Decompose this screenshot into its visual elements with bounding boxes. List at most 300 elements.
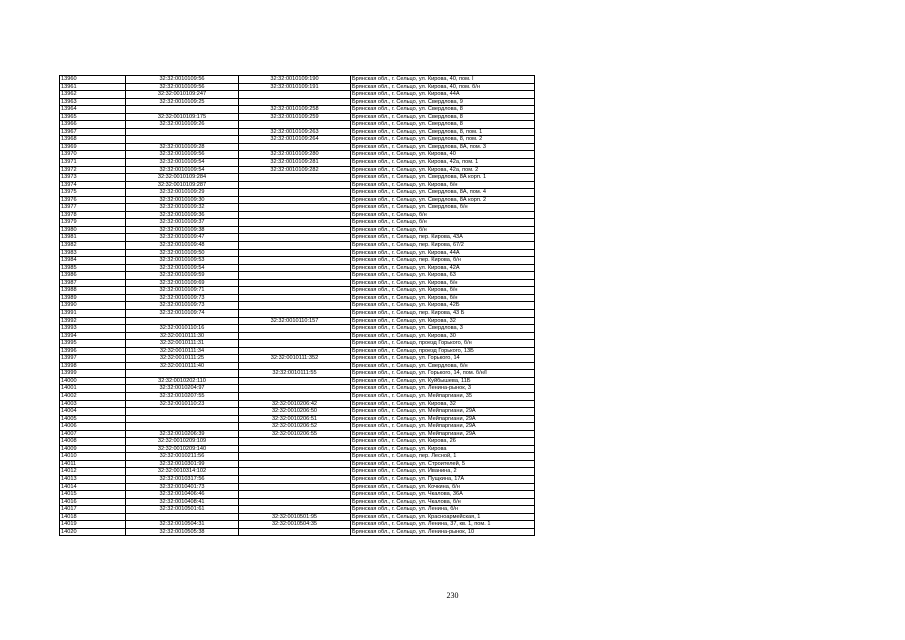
address-cell: Брянская обл., г. Сельцо, ул. Свердлова, 8А, пом. 4 [351,189,535,197]
parcel-number-cell: 32:32:0010109:54 [126,264,239,272]
object-number-cell [239,528,351,536]
parcel-number-cell: 32:32:0010109:287 [126,181,239,189]
parcel-number-cell [126,423,239,431]
page-number: 230 [446,591,459,600]
address-cell: Брянская обл., г. Сельцо, ул. Строителей, 5 [351,460,535,468]
row-number-cell: 13978 [60,211,126,219]
row-number-cell: 14015 [60,491,126,499]
address-cell: Брянская обл., г. Сельцо, ул. Мейпаргиани, 29А [351,408,535,416]
table-row [60,174,535,182]
object-number-cell: 32:32:0010206:55 [239,430,351,438]
row-number-cell: 14005 [60,415,126,423]
row-number-cell: 13999 [60,370,126,378]
object-number-cell: 32:32:0010206:51 [239,415,351,423]
address-cell: Брянская обл., г. Сельцо, ул. Кирова, 42а, пом. 2 [351,166,535,174]
table-row [60,513,535,521]
table-row [60,408,535,416]
object-number-cell [239,392,351,400]
row-number-cell: 13979 [60,219,126,227]
object-number-cell: 32:32:0010206:42 [239,400,351,408]
address-cell: Брянская обл., г. Сельцо, ул. Ленина, б/н [351,506,535,514]
table-row [60,159,535,167]
address-cell: Брянская обл., г. Сельцо, ул. Свердлова, 9 [351,98,535,106]
table-row [60,211,535,219]
object-number-cell [239,91,351,99]
parcel-number-cell: 32:32:0010109:59 [126,272,239,280]
address-cell: Брянская обл., г. Сельцо, ул. Чкалова, 36А [351,491,535,499]
table-row [60,181,535,189]
row-number-cell: 13976 [60,196,126,204]
table-row [60,340,535,348]
object-number-cell: 32:32:0010109:263 [239,128,351,136]
address-cell: Брянская обл., г. Сельцо, ул. Кочкина, б/н [351,483,535,491]
table-row [60,249,535,257]
table-row [60,204,535,212]
table-row [60,234,535,242]
table-row [60,302,535,310]
row-number-cell: 13984 [60,257,126,265]
parcel-number-cell: 32:32:0010301:99 [126,460,239,468]
address-cell: Брянская обл., г. Сельцо, ул. Горького, 14, пом. б/н/I [351,370,535,378]
row-number-cell: 13985 [60,264,126,272]
table-row [60,377,535,385]
object-number-cell [239,121,351,129]
parcel-number-cell: 32:32:0010109:54 [126,166,239,174]
address-cell: Брянская обл., г. Сельцо, ул. Свердлова, 8, пом. 1 [351,128,535,136]
cadastral-register-table [59,75,535,536]
row-number-cell: 13997 [60,355,126,363]
address-cell: Брянская обл., г. Сельцо, пер. Кирова, 67/2 [351,242,535,250]
object-number-cell [239,219,351,227]
parcel-number-cell [126,317,239,325]
object-number-cell [239,174,351,182]
table-row [60,460,535,468]
parcel-number-cell: 32:32:0010111:25 [126,355,239,363]
table-row [60,438,535,446]
parcel-number-cell [126,370,239,378]
object-number-cell: 32:32:0010504:35 [239,521,351,529]
parcel-number-cell: 32:32:0010501:61 [126,506,239,514]
table-row [60,91,535,99]
parcel-number-cell: 32:32:0010207:55 [126,392,239,400]
table-row [60,415,535,423]
parcel-number-cell: 32:32:0010109:74 [126,309,239,317]
object-number-cell [239,491,351,499]
object-number-cell [239,460,351,468]
parcel-number-cell: 32:32:0010314:102 [126,468,239,476]
address-cell: Брянская обл., г. Сельцо, ул. Свердлова, 8А корп. 1 [351,174,535,182]
row-number-cell: 13970 [60,151,126,159]
table-row [60,506,535,514]
table-row [60,98,535,106]
table-row [60,521,535,529]
table-row [60,106,535,114]
address-cell: Брянская обл., г. Сельцо, ул. Кирова, 26 [351,438,535,446]
table-row [60,392,535,400]
row-number-cell: 14011 [60,460,126,468]
table-row [60,468,535,476]
table-row [60,264,535,272]
table-body [60,76,535,536]
address-cell: Брянская обл., г. Сельцо, ул. Кирова, 44А [351,91,535,99]
object-number-cell [239,249,351,257]
table-row [60,279,535,287]
object-number-cell [239,242,351,250]
object-number-cell: 32:32:0010206:52 [239,423,351,431]
row-number-cell: 14010 [60,453,126,461]
row-number-cell: 14012 [60,468,126,476]
parcel-number-cell: 32:32:0010209:140 [126,445,239,453]
row-number-cell: 13982 [60,242,126,250]
row-number-cell: 13963 [60,98,126,106]
object-number-cell [239,226,351,234]
row-number-cell: 14006 [60,423,126,431]
parcel-number-cell: 32:32:0010209:109 [126,438,239,446]
parcel-number-cell: 32:32:0010317:56 [126,475,239,483]
table-row [60,151,535,159]
parcel-number-cell: 32:32:0010109:54 [126,159,239,167]
row-number-cell: 14009 [60,445,126,453]
table-row [60,76,535,84]
row-number-cell: 13987 [60,279,126,287]
object-number-cell [239,340,351,348]
address-cell: Брянская обл., г. Сельцо, ул. Чкалова, б/н [351,498,535,506]
address-cell: Брянская обл., г. Сельцо, ул. Кирова, 32 [351,400,535,408]
address-cell: Брянская обл., г. Сельцо, ул. Кирова, 40 [351,151,535,159]
address-cell: Брянская обл., г. Сельцо, ул. Кирова, б/н [351,279,535,287]
table-row [60,196,535,204]
table-row [60,498,535,506]
object-number-cell: 32:32:0010110:157 [239,317,351,325]
row-number-cell: 13971 [60,159,126,167]
table-row [60,143,535,151]
object-number-cell [239,264,351,272]
table-row [60,528,535,536]
object-number-cell [239,257,351,265]
register-sheet [59,75,535,536]
parcel-number-cell [126,408,239,416]
parcel-number-cell [126,415,239,423]
address-cell: Брянская обл., г. Сельцо, ул. Свердлова, 8 [351,113,535,121]
object-number-cell [239,272,351,280]
table-row [60,226,535,234]
object-number-cell [239,506,351,514]
object-number-cell [239,143,351,151]
address-cell: Брянская обл., г. Сельцо, ул. Мейпаргиани, 29А [351,415,535,423]
object-number-cell: 32:32:0010206:50 [239,408,351,416]
address-cell: Брянская обл., г. Сельцо, ул. Свердлова, 3 [351,325,535,333]
parcel-number-cell: 32:32:0010109:36 [126,211,239,219]
row-number-cell: 13961 [60,83,126,91]
object-number-cell [239,309,351,317]
object-number-cell [239,98,351,106]
address-cell: Брянская обл., г. Сельцо, ул. Свердлова, 8А корп. 2 [351,196,535,204]
table-row [60,257,535,265]
object-number-cell: 32:32:0010109:280 [239,151,351,159]
parcel-number-cell: 32:32:0010109:53 [126,257,239,265]
object-number-cell [239,468,351,476]
table-row [60,128,535,136]
parcel-number-cell: 32:32:0010504:31 [126,521,239,529]
parcel-number-cell: 32:32:0010109:73 [126,302,239,310]
table-row [60,317,535,325]
object-number-cell [239,332,351,340]
table-row [60,491,535,499]
address-cell: Брянская обл., г. Сельцо, проезд Горького, 13Б [351,347,535,355]
row-number-cell: 13990 [60,302,126,310]
parcel-number-cell: 32:32:0010109:30 [126,196,239,204]
row-number-cell: 13994 [60,332,126,340]
object-number-cell [239,445,351,453]
table-row [60,294,535,302]
object-number-cell [239,294,351,302]
row-number-cell: 13972 [60,166,126,174]
object-number-cell: 32:32:0010109:281 [239,159,351,167]
parcel-number-cell: 32:32:0010109:284 [126,174,239,182]
parcel-number-cell: 32:32:0010202:110 [126,377,239,385]
table-row [60,430,535,438]
parcel-number-cell: 32:32:0010109:28 [126,143,239,151]
parcel-number-cell: 32:32:0010406:46 [126,491,239,499]
row-number-cell: 13977 [60,204,126,212]
object-number-cell [239,204,351,212]
address-cell: Брянская обл., г. Сельцо, ул. Мейпаргиани, 29А [351,430,535,438]
row-number-cell: 13986 [60,272,126,280]
object-number-cell [239,438,351,446]
row-number-cell: 13981 [60,234,126,242]
table-row [60,355,535,363]
object-number-cell [239,377,351,385]
address-cell: Брянская обл., г. Сельцо, ул. Свердлова, 8А, пом. 3 [351,143,535,151]
address-cell: Брянская обл., г. Сельцо, б/н [351,226,535,234]
table-row [60,309,535,317]
object-number-cell [239,325,351,333]
object-number-cell [239,181,351,189]
object-number-cell [239,279,351,287]
row-number-cell: 13968 [60,136,126,144]
row-number-cell: 13962 [60,91,126,99]
row-number-cell: 14016 [60,498,126,506]
row-number-cell: 13989 [60,294,126,302]
row-number-cell: 13967 [60,128,126,136]
parcel-number-cell: 32:32:0010109:71 [126,287,239,295]
address-cell: Брянская обл., г. Сельцо, ул. Кирова, 40, пом. б/н [351,83,535,91]
address-cell: Брянская обл., г. Сельцо, пер. Кирова, б/н [351,257,535,265]
row-number-cell: 13993 [60,325,126,333]
address-cell: Брянская обл., г. Сельцо, ул. Свердлова, б/н [351,362,535,370]
row-number-cell: 13998 [60,362,126,370]
object-number-cell [239,211,351,219]
address-cell: Брянская обл., г. Сельцо, ул. Кирова, 44А [351,249,535,257]
parcel-number-cell: 32:32:0010110:23 [126,400,239,408]
row-number-cell: 13964 [60,106,126,114]
address-cell: Брянская обл., г. Сельцо, ул. Свердлова, б/н [351,204,535,212]
row-number-cell: 13965 [60,113,126,121]
address-cell: Брянская обл., г. Сельцо, ул. Красноармейская, 1 [351,513,535,521]
object-number-cell [239,453,351,461]
parcel-number-cell [126,128,239,136]
object-number-cell: 32:32:0010111:352 [239,355,351,363]
table-row [60,362,535,370]
table-row [60,400,535,408]
object-number-cell [239,196,351,204]
table-row [60,483,535,491]
table-row [60,347,535,355]
row-number-cell: 14003 [60,400,126,408]
table-row [60,113,535,121]
parcel-number-cell: 32:32:0010109:29 [126,189,239,197]
row-number-cell: 13996 [60,347,126,355]
address-cell: Брянская обл., г. Сельцо, проезд Горького, б/н [351,340,535,348]
row-number-cell: 14017 [60,506,126,514]
table-row [60,385,535,393]
row-number-cell: 13995 [60,340,126,348]
row-number-cell: 13983 [60,249,126,257]
row-number-cell: 13975 [60,189,126,197]
object-number-cell: 32:32:0010109:264 [239,136,351,144]
address-cell: Брянская обл., г. Сельцо, ул. Свердлова, 8 [351,106,535,114]
object-number-cell [239,347,351,355]
table-row [60,453,535,461]
parcel-number-cell: 32:32:0010109:37 [126,219,239,227]
object-number-cell: 32:32:0010109:282 [239,166,351,174]
address-cell: Брянская обл., г. Сельцо, ул. Кирова, 32 [351,317,535,325]
parcel-number-cell: 32:32:0010109:69 [126,279,239,287]
row-number-cell: 13966 [60,121,126,129]
table-row [60,189,535,197]
row-number-cell: 14008 [60,438,126,446]
address-cell: Брянская обл., г. Сельцо, ул. Кирова, 30 [351,332,535,340]
address-cell: Брянская обл., г. Сельцо, б/н [351,219,535,227]
address-cell: Брянская обл., г. Сельцо, ул. Кирова, 40, пом. I [351,76,535,84]
parcel-number-cell [126,513,239,521]
parcel-number-cell [126,106,239,114]
address-cell: Брянская обл., г. Сельцо, ул. Кирова, б/н [351,294,535,302]
row-number-cell: 14020 [60,528,126,536]
parcel-number-cell: 32:32:0010109:32 [126,204,239,212]
row-number-cell: 13969 [60,143,126,151]
parcel-number-cell: 32:32:0010109:56 [126,76,239,84]
address-cell: Брянская обл., г. Сельцо, ул. Свердлова, 8 [351,121,535,129]
table-row [60,166,535,174]
object-number-cell [239,385,351,393]
parcel-number-cell: 32:32:0010206:39 [126,430,239,438]
parcel-number-cell: 32:32:0010111:34 [126,347,239,355]
parcel-number-cell: 32:32:0010111:31 [126,340,239,348]
row-number-cell: 13988 [60,287,126,295]
object-number-cell: 32:32:0010109:259 [239,113,351,121]
object-number-cell [239,498,351,506]
row-number-cell: 14013 [60,475,126,483]
parcel-number-cell: 32:32:0010211:56 [126,453,239,461]
table-row [60,370,535,378]
address-cell: Брянская обл., г. Сельцо, ул. Кирова [351,445,535,453]
row-number-cell: 14001 [60,385,126,393]
address-cell: Брянская обл., г. Сельцо, пер. Кирова, 43 Б [351,309,535,317]
address-cell: Брянская обл., г. Сельцо, ул. Свердлова, 8, пом. 2 [351,136,535,144]
address-cell: Брянская обл., г. Сельцо, ул. Мейпаргиани, 29А [351,423,535,431]
row-number-cell: 13992 [60,317,126,325]
address-cell: Брянская обл., г. Сельцо, ул. Мейпаргиани, 35 [351,392,535,400]
row-number-cell: 13974 [60,181,126,189]
parcel-number-cell: 32:32:0010109:48 [126,242,239,250]
parcel-number-cell: 32:32:0010111:40 [126,362,239,370]
object-number-cell [239,302,351,310]
parcel-number-cell: 32:32:0010109:73 [126,294,239,302]
row-number-cell: 14018 [60,513,126,521]
parcel-number-cell: 32:32:0010109:175 [126,113,239,121]
object-number-cell: 32:32:0010501:95 [239,513,351,521]
parcel-number-cell: 32:32:0010109:56 [126,83,239,91]
parcel-number-cell: 32:32:0010408:41 [126,498,239,506]
address-cell: Брянская обл., г. Сельцо, ул. Кирова, 42а, пом. 1 [351,159,535,167]
address-cell: Брянская обл., г. Сельцо, ул. Ленина-рынок, 10 [351,528,535,536]
object-number-cell: 32:32:0010109:258 [239,106,351,114]
parcel-number-cell: 32:32:0010109:47 [126,234,239,242]
address-cell: Брянская обл., г. Сельцо, ул. Ленина-рынок, 3 [351,385,535,393]
parcel-number-cell: 32:32:0010110:16 [126,325,239,333]
row-number-cell: 13980 [60,226,126,234]
parcel-number-cell: 32:32:0010109:50 [126,249,239,257]
address-cell: Брянская обл., г. Сельцо, ул. Пущкина, 17А [351,475,535,483]
address-cell: Брянская обл., г. Сельцо, ул. Куйбышева, 11Б [351,377,535,385]
parcel-number-cell: 32:32:0010109:56 [126,151,239,159]
table-row [60,287,535,295]
row-number-cell: 14002 [60,392,126,400]
table-row [60,121,535,129]
table-row [60,272,535,280]
object-number-cell: 32:32:0010109:190 [239,76,351,84]
object-number-cell [239,234,351,242]
row-number-cell: 14019 [60,521,126,529]
row-number-cell: 13960 [60,76,126,84]
address-cell: Брянская обл., г. Сельцо, ул. Кирова, б/н [351,287,535,295]
parcel-number-cell: 32:32:0010204:97 [126,385,239,393]
parcel-number-cell: 32:32:0010111:30 [126,332,239,340]
address-cell: Брянская обл., г. Сельцо, ул. Горького, 14 [351,355,535,363]
object-number-cell [239,362,351,370]
parcel-number-cell: 32:32:0010109:247 [126,91,239,99]
row-number-cell: 13973 [60,174,126,182]
table-row [60,83,535,91]
row-number-cell: 14014 [60,483,126,491]
parcel-number-cell: 32:32:0010109:25 [126,98,239,106]
table-row [60,242,535,250]
table-row [60,332,535,340]
object-number-cell: 32:32:0010111:55 [239,370,351,378]
address-cell: Брянская обл., г. Сельцо, ул. Кирова, б/н [351,181,535,189]
address-cell: Брянская обл., г. Сельцо, ул. Кирова, 42Б [351,302,535,310]
parcel-number-cell: 32:32:0010109:38 [126,226,239,234]
object-number-cell [239,189,351,197]
address-cell: Брянская обл., г. Сельцо, ул. Иванина, 2 [351,468,535,476]
table-row [60,136,535,144]
table-row [60,445,535,453]
object-number-cell [239,483,351,491]
parcel-number-cell: 32:32:0010401:73 [126,483,239,491]
row-number-cell: 14000 [60,377,126,385]
parcel-number-cell: 32:32:0010505:38 [126,528,239,536]
table-row [60,325,535,333]
address-cell: Брянская обл., г. Сельцо, ул. Кирова, 63 [351,272,535,280]
row-number-cell: 13991 [60,309,126,317]
address-cell: Брянская обл., г. Сельцо, б/н [351,211,535,219]
address-cell: Брянская обл., г. Сельцо, пер. Лесной, 1 [351,453,535,461]
row-number-cell: 14004 [60,408,126,416]
table-row [60,475,535,483]
object-number-cell [239,475,351,483]
address-cell: Брянская обл., г. Сельцо, ул. Кирова, 42А [351,264,535,272]
